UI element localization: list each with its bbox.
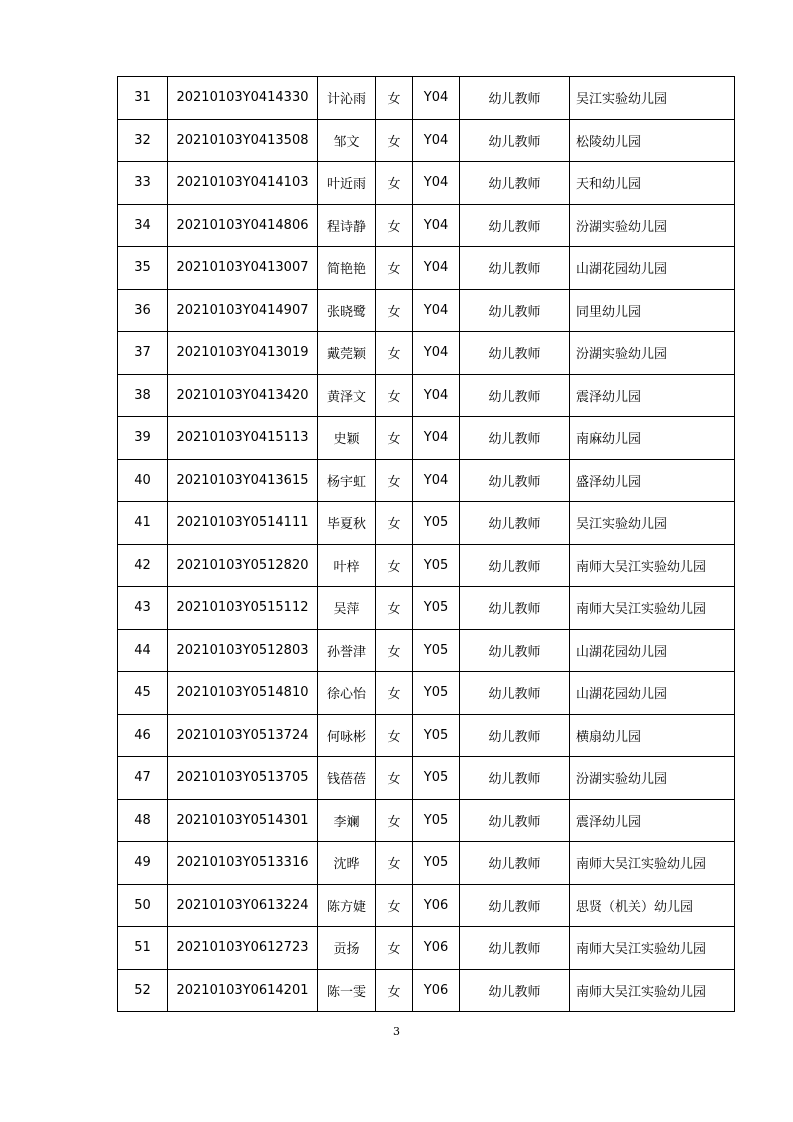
job-title-cell: 幼儿教师 [460, 629, 570, 672]
assigned-school-cell: 南师大吴江实验幼儿园 [570, 969, 735, 1012]
gender-cell: 女 [376, 459, 413, 502]
assigned-school-cell: 震泽幼儿园 [570, 374, 735, 417]
row-number-cell: 50 [118, 884, 168, 927]
row-number-cell: 47 [118, 757, 168, 800]
position-code-cell: Y05 [413, 799, 460, 842]
roster-body [118, 77, 735, 1012]
row-number-cell: 39 [118, 417, 168, 460]
position-code-cell: Y05 [413, 502, 460, 545]
position-code-cell: Y05 [413, 714, 460, 757]
exam-id-cell: 20210103Y0614201 [168, 969, 318, 1012]
gender-cell: 女 [376, 332, 413, 375]
candidate-name-cell: 邹文 [318, 119, 376, 162]
roster-table [117, 76, 735, 1012]
candidate-name-cell: 简艳艳 [318, 247, 376, 290]
table-row [118, 417, 735, 460]
candidate-name-cell: 张晓鹭 [318, 289, 376, 332]
job-title-cell: 幼儿教师 [460, 714, 570, 757]
assigned-school-cell: 南师大吴江实验幼儿园 [570, 842, 735, 885]
exam-id-cell: 20210103Y0413615 [168, 459, 318, 502]
assigned-school-cell: 横扇幼儿园 [570, 714, 735, 757]
table-row [118, 587, 735, 630]
position-code-cell: Y06 [413, 969, 460, 1012]
exam-id-cell: 20210103Y0414330 [168, 77, 318, 120]
table-row [118, 289, 735, 332]
position-code-cell: Y04 [413, 332, 460, 375]
table-row [118, 162, 735, 205]
table-row [118, 927, 735, 970]
gender-cell: 女 [376, 884, 413, 927]
exam-id-cell: 20210103Y0514111 [168, 502, 318, 545]
row-number-cell: 34 [118, 204, 168, 247]
gender-cell: 女 [376, 672, 413, 715]
candidate-name-cell: 陈方婕 [318, 884, 376, 927]
gender-cell: 女 [376, 247, 413, 290]
assigned-school-cell: 松陵幼儿园 [570, 119, 735, 162]
candidate-name-cell: 戴莞颖 [318, 332, 376, 375]
position-code-cell: Y05 [413, 544, 460, 587]
job-title-cell: 幼儿教师 [460, 417, 570, 460]
row-number-cell: 40 [118, 459, 168, 502]
assigned-school-cell: 盛泽幼儿园 [570, 459, 735, 502]
assigned-school-cell: 汾湖实验幼儿园 [570, 332, 735, 375]
assigned-school-cell: 汾湖实验幼儿园 [570, 757, 735, 800]
candidate-name-cell: 孙誉津 [318, 629, 376, 672]
position-code-cell: Y04 [413, 247, 460, 290]
position-code-cell: Y04 [413, 162, 460, 205]
row-number-cell: 31 [118, 77, 168, 120]
job-title-cell: 幼儿教师 [460, 842, 570, 885]
candidate-name-cell: 何咏彬 [318, 714, 376, 757]
job-title-cell: 幼儿教师 [460, 757, 570, 800]
gender-cell: 女 [376, 204, 413, 247]
job-title-cell: 幼儿教师 [460, 927, 570, 970]
row-number-cell: 42 [118, 544, 168, 587]
row-number-cell: 49 [118, 842, 168, 885]
position-code-cell: Y06 [413, 884, 460, 927]
job-title-cell: 幼儿教师 [460, 587, 570, 630]
row-number-cell: 35 [118, 247, 168, 290]
assigned-school-cell: 南师大吴江实验幼儿园 [570, 927, 735, 970]
table-row [118, 799, 735, 842]
gender-cell: 女 [376, 969, 413, 1012]
table-row [118, 119, 735, 162]
job-title-cell: 幼儿教师 [460, 969, 570, 1012]
candidate-name-cell: 徐心怡 [318, 672, 376, 715]
position-code-cell: Y04 [413, 77, 460, 120]
job-title-cell: 幼儿教师 [460, 119, 570, 162]
table-row [118, 502, 735, 545]
gender-cell: 女 [376, 289, 413, 332]
assigned-school-cell: 南师大吴江实验幼儿园 [570, 587, 735, 630]
row-number-cell: 48 [118, 799, 168, 842]
job-title-cell: 幼儿教师 [460, 544, 570, 587]
job-title-cell: 幼儿教师 [460, 77, 570, 120]
table-row [118, 459, 735, 502]
table-row [118, 757, 735, 800]
table-row [118, 969, 735, 1012]
gender-cell: 女 [376, 162, 413, 205]
exam-id-cell: 20210103Y0514810 [168, 672, 318, 715]
job-title-cell: 幼儿教师 [460, 162, 570, 205]
table-row [118, 247, 735, 290]
gender-cell: 女 [376, 417, 413, 460]
exam-id-cell: 20210103Y0413019 [168, 332, 318, 375]
gender-cell: 女 [376, 502, 413, 545]
row-number-cell: 33 [118, 162, 168, 205]
job-title-cell: 幼儿教师 [460, 204, 570, 247]
assigned-school-cell: 思贤（机关）幼儿园 [570, 884, 735, 927]
assigned-school-cell: 山湖花园幼儿园 [570, 247, 735, 290]
assigned-school-cell: 山湖花园幼儿园 [570, 672, 735, 715]
position-code-cell: Y04 [413, 289, 460, 332]
position-code-cell: Y05 [413, 629, 460, 672]
exam-id-cell: 20210103Y0413007 [168, 247, 318, 290]
table-row [118, 77, 735, 120]
row-number-cell: 51 [118, 927, 168, 970]
assigned-school-cell: 吴江实验幼儿园 [570, 502, 735, 545]
assigned-school-cell: 天和幼儿园 [570, 162, 735, 205]
candidate-name-cell: 黄泽文 [318, 374, 376, 417]
gender-cell: 女 [376, 544, 413, 587]
gender-cell: 女 [376, 374, 413, 417]
candidate-name-cell: 叶梓 [318, 544, 376, 587]
position-code-cell: Y04 [413, 374, 460, 417]
gender-cell: 女 [376, 757, 413, 800]
exam-id-cell: 20210103Y0513316 [168, 842, 318, 885]
gender-cell: 女 [376, 799, 413, 842]
candidate-name-cell: 李斓 [318, 799, 376, 842]
job-title-cell: 幼儿教师 [460, 289, 570, 332]
assigned-school-cell: 震泽幼儿园 [570, 799, 735, 842]
exam-id-cell: 20210103Y0413508 [168, 119, 318, 162]
gender-cell: 女 [376, 77, 413, 120]
gender-cell: 女 [376, 927, 413, 970]
position-code-cell: Y04 [413, 459, 460, 502]
exam-id-cell: 20210103Y0513724 [168, 714, 318, 757]
assigned-school-cell: 南麻幼儿园 [570, 417, 735, 460]
candidate-name-cell: 钱蓓蓓 [318, 757, 376, 800]
row-number-cell: 38 [118, 374, 168, 417]
job-title-cell: 幼儿教师 [460, 332, 570, 375]
position-code-cell: Y05 [413, 757, 460, 800]
row-number-cell: 52 [118, 969, 168, 1012]
candidate-name-cell: 陈一雯 [318, 969, 376, 1012]
job-title-cell: 幼儿教师 [460, 502, 570, 545]
candidate-name-cell: 吴萍 [318, 587, 376, 630]
row-number-cell: 41 [118, 502, 168, 545]
exam-id-cell: 20210103Y0414806 [168, 204, 318, 247]
candidate-name-cell: 贡扬 [318, 927, 376, 970]
row-number-cell: 37 [118, 332, 168, 375]
job-title-cell: 幼儿教师 [460, 884, 570, 927]
position-code-cell: Y05 [413, 842, 460, 885]
candidate-name-cell: 杨宇虹 [318, 459, 376, 502]
assigned-school-cell: 南师大吴江实验幼儿园 [570, 544, 735, 587]
exam-id-cell: 20210103Y0514301 [168, 799, 318, 842]
row-number-cell: 36 [118, 289, 168, 332]
table-row [118, 332, 735, 375]
gender-cell: 女 [376, 842, 413, 885]
row-number-cell: 45 [118, 672, 168, 715]
assigned-school-cell: 同里幼儿园 [570, 289, 735, 332]
table-row [118, 884, 735, 927]
gender-cell: 女 [376, 587, 413, 630]
assigned-school-cell: 汾湖实验幼儿园 [570, 204, 735, 247]
exam-id-cell: 20210103Y0413420 [168, 374, 318, 417]
table-row [118, 672, 735, 715]
position-code-cell: Y05 [413, 587, 460, 630]
exam-id-cell: 20210103Y0414907 [168, 289, 318, 332]
position-code-cell: Y04 [413, 204, 460, 247]
candidate-name-cell: 沈晔 [318, 842, 376, 885]
job-title-cell: 幼儿教师 [460, 374, 570, 417]
table-row [118, 629, 735, 672]
job-title-cell: 幼儿教师 [460, 247, 570, 290]
exam-id-cell: 20210103Y0512820 [168, 544, 318, 587]
exam-id-cell: 20210103Y0515112 [168, 587, 318, 630]
candidate-name-cell: 史颖 [318, 417, 376, 460]
assigned-school-cell: 吴江实验幼儿园 [570, 77, 735, 120]
table-row [118, 544, 735, 587]
row-number-cell: 46 [118, 714, 168, 757]
gender-cell: 女 [376, 714, 413, 757]
candidate-name-cell: 计沁雨 [318, 77, 376, 120]
table-row [118, 842, 735, 885]
position-code-cell: Y06 [413, 927, 460, 970]
row-number-cell: 44 [118, 629, 168, 672]
gender-cell: 女 [376, 119, 413, 162]
page-number: 3 [393, 1025, 400, 1038]
exam-id-cell: 20210103Y0513705 [168, 757, 318, 800]
row-number-cell: 32 [118, 119, 168, 162]
table-row [118, 374, 735, 417]
exam-id-cell: 20210103Y0415113 [168, 417, 318, 460]
exam-id-cell: 20210103Y0414103 [168, 162, 318, 205]
row-number-cell: 43 [118, 587, 168, 630]
job-title-cell: 幼儿教师 [460, 799, 570, 842]
assigned-school-cell: 山湖花园幼儿园 [570, 629, 735, 672]
table-row [118, 204, 735, 247]
candidate-name-cell: 毕夏秋 [318, 502, 376, 545]
table-row [118, 714, 735, 757]
candidate-name-cell: 程诗静 [318, 204, 376, 247]
exam-id-cell: 20210103Y0612723 [168, 927, 318, 970]
exam-id-cell: 20210103Y0512803 [168, 629, 318, 672]
position-code-cell: Y05 [413, 672, 460, 715]
position-code-cell: Y04 [413, 119, 460, 162]
candidate-name-cell: 叶近雨 [318, 162, 376, 205]
job-title-cell: 幼儿教师 [460, 459, 570, 502]
job-title-cell: 幼儿教师 [460, 672, 570, 715]
gender-cell: 女 [376, 629, 413, 672]
position-code-cell: Y04 [413, 417, 460, 460]
exam-id-cell: 20210103Y0613224 [168, 884, 318, 927]
